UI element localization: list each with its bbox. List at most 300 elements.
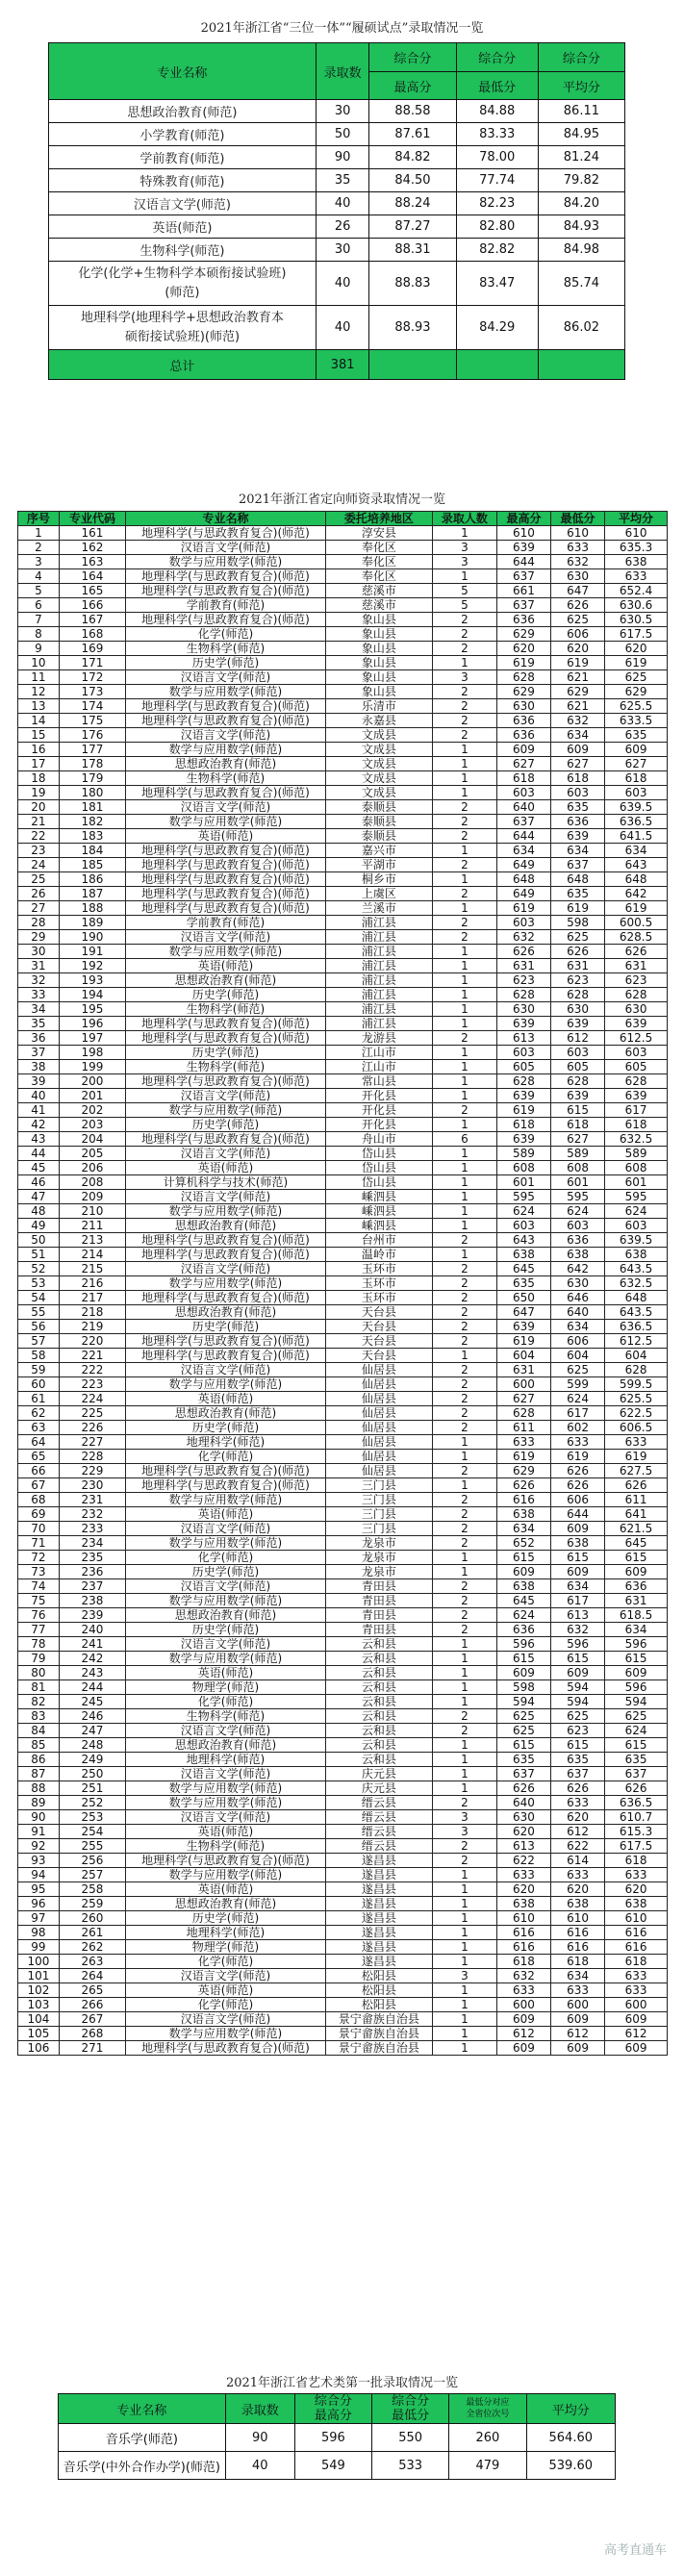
cell-index: 2 [18,541,60,555]
cell-count: 2 [432,800,496,815]
cell-code: 178 [59,757,125,771]
cell-code: 237 [59,1579,125,1594]
cell-index: 85 [18,1738,60,1753]
cell-major: 地理科学(与思政教育复合)(师范) [126,1074,326,1089]
cell-major: 汉语言文学(师范) [126,670,326,685]
cell-major: 思想政治教育(师范) [126,1305,326,1320]
cell-major: 数学与应用数学(师范) [126,1103,326,1118]
cell-code: 239 [59,1608,125,1623]
cell-count: 40 [316,192,369,215]
cell-count: 2 [432,1392,496,1406]
cell-high: 84.50 [369,169,456,192]
cell-high: 609 [496,2012,550,2027]
cell-code: 234 [59,1536,125,1551]
cell-region: 景宁畲族自治县 [325,2012,432,2027]
cell-count: 1 [432,2041,496,2056]
cell-high: 620 [496,642,550,656]
cell-count: 1 [432,1897,496,1911]
cell-major: 历史学(师范) [126,1421,326,1435]
cell-code: 192 [59,959,125,973]
cell-count: 2 [432,1031,496,1046]
cell-avg: 625 [605,1709,668,1724]
cell-major: 英语(师范) [126,959,326,973]
cell-avg: 612.5 [605,1031,668,1046]
cell-count: 1 [432,1666,496,1680]
cell-index: 78 [18,1637,60,1652]
cell-low: 626 [551,1478,605,1493]
cell-major: 英语(师范) [126,1507,326,1522]
cell-low: 613 [551,1608,605,1623]
table-row [18,1132,668,1147]
table-row [18,887,668,901]
cell-high: 620 [496,1882,550,1897]
cell-region: 云和县 [325,1680,432,1695]
cell-low: 622 [551,1839,605,1854]
cell-count: 3 [432,541,496,555]
cell-region: 云和县 [325,1695,432,1709]
cell-code: 163 [59,555,125,569]
cell-high: 634 [496,844,550,858]
cell-major: 历史学(师范) [126,1565,326,1579]
cell-low: 612 [551,1031,605,1046]
cell-code: 221 [59,1349,125,1363]
cell-count: 2 [432,1709,496,1724]
cell-index: 67 [18,1478,60,1493]
cell-high: 645 [496,1262,550,1276]
cell-composite-high: 596 [294,2424,371,2452]
cell-region: 开化县 [325,1103,432,1118]
cell-avg: 606.5 [605,1421,668,1435]
cell-code: 233 [59,1522,125,1536]
cell-high: 618 [496,1955,550,1969]
cell-low: 617 [551,1406,605,1421]
cell-region: 缙云县 [325,1839,432,1854]
cell-count: 1 [432,1955,496,1969]
cell-region: 象山县 [325,627,432,642]
cell-low: 635 [551,1753,605,1767]
cell-avg: 621.5 [605,1522,668,1536]
cell-low: 83.33 [456,123,538,146]
cell-high: 604 [496,1349,550,1363]
cell-index: 25 [18,872,60,887]
table-row [18,786,668,800]
cell-count: 1 [432,1204,496,1219]
cell-high: 649 [496,858,550,872]
cell-code: 236 [59,1565,125,1579]
cell-major: 地理科学(与思政教育复合)(师范) [126,584,326,598]
cell-count: 2 [432,1594,496,1608]
cell-code: 251 [59,1781,125,1796]
cell-major: 汉语言文学(师范) [126,1579,326,1594]
cell-avg: 643.5 [605,1305,668,1320]
table-row [18,1854,668,1868]
cell-low: 605 [551,1060,605,1074]
cell-low: 606 [551,1334,605,1349]
cell-high: 645 [496,1594,550,1608]
cell-index: 72 [18,1551,60,1565]
cell-low: 634 [551,1969,605,1983]
table-row [18,526,668,541]
cell-high: 661 [496,584,550,598]
cell-low: 618 [551,1955,605,1969]
table-row [18,569,668,584]
cell-region: 奉化区 [325,541,432,555]
cell-index: 37 [18,1046,60,1060]
cell-code: 232 [59,1507,125,1522]
cell-high: 619 [496,1103,550,1118]
cell-region: 云和县 [325,1709,432,1724]
cell-avg: 634 [605,844,668,858]
cell-code: 224 [59,1392,125,1406]
cell-avg: 636 [605,1579,668,1594]
cell-count: 2 [432,1421,496,1435]
cell-avg: 620 [605,642,668,656]
cell-index: 73 [18,1565,60,1579]
cell-count: 2 [432,858,496,872]
table-row [18,1825,668,1839]
cell-region: 奉化区 [325,555,432,569]
cell-high: 644 [496,555,550,569]
cell-major: 数学与应用数学(师范) [126,1276,326,1291]
cell-major: 音乐学(中外合作办学)(师范) [59,2452,226,2480]
cell-low: 621 [551,670,605,685]
header-major: 专业名称 [49,43,317,100]
cell-region: 青田县 [325,1608,432,1623]
cell-major: 地理科学(与思政教育复合)(师范) [126,786,326,800]
cell-index: 42 [18,1118,60,1132]
cell-count: 2 [432,1377,496,1392]
cell-high: 612 [496,2027,550,2041]
cell-region: 浦江县 [325,916,432,930]
table-row [18,1637,668,1652]
cell-high: 615 [496,1738,550,1753]
cell-count: 1 [432,1074,496,1089]
cell-avg: 639 [605,1017,668,1031]
cell-avg: 638 [605,1248,668,1262]
header-high: 最高分 [369,72,456,100]
cell-low: 634 [551,1579,605,1594]
cell-code: 223 [59,1377,125,1392]
cell-index: 59 [18,1363,60,1377]
cell-low: 638 [551,1248,605,1262]
table-row [18,1796,668,1810]
cell-low: 634 [551,728,605,743]
table-row [18,973,668,988]
cell-index: 98 [18,1926,60,1940]
table-row [18,1363,668,1377]
cell-index: 75 [18,1594,60,1608]
cell-count: 3 [432,1825,496,1839]
cell-major: 化学(师范) [126,1955,326,1969]
table-row [18,829,668,844]
cell-high: 84.82 [369,146,456,169]
cell-avg: 84.98 [538,239,624,262]
table-row [18,1666,668,1680]
cell-index: 43 [18,1132,60,1147]
cell-high: 633 [496,1983,550,1998]
cell-index: 65 [18,1450,60,1464]
cell-count: 1 [432,1781,496,1796]
cell-count: 1 [432,1002,496,1017]
cell-count: 2 [432,1406,496,1421]
cell-low: 609 [551,743,605,757]
cell-avg: 612 [605,2027,668,2041]
cell-low: 632 [551,555,605,569]
cell-low: 625 [551,613,605,627]
cell-region: 浦江县 [325,959,432,973]
cell-major: 英语(师范) [126,1161,326,1175]
cell-avg: 632.5 [605,1132,668,1147]
cell-index: 84 [18,1724,60,1738]
cell-count: 1 [432,1349,496,1363]
cell-count: 2 [432,1233,496,1248]
cell-code: 166 [59,598,125,613]
table-row [18,1839,668,1854]
cell-high: 601 [496,1175,550,1190]
cell-low: 630 [551,569,605,584]
cell-major: 数学与应用数学(师范) [126,685,326,699]
table-row [18,1031,668,1046]
cell-major: 汉语言文学(师范) [126,930,326,945]
cell-count: 90 [316,146,369,169]
cell-major: 地理科学(与思政教育复合)(师范) [126,887,326,901]
cell-index: 76 [18,1608,60,1623]
cell-high: 88.83 [369,262,456,306]
cell-code: 256 [59,1854,125,1868]
cell-avg: 624 [605,1724,668,1738]
table-row [18,642,668,656]
cell-major: 地理科学(师范) [126,1435,326,1450]
cell-high: 638 [496,1507,550,1522]
cell-avg: 615 [605,1551,668,1565]
cell-avg: 638 [605,1897,668,1911]
cell-high: 631 [496,1363,550,1377]
cell-high: 639 [496,1320,550,1334]
cell-avg: 86.02 [538,306,624,350]
cell-code: 268 [59,2027,125,2041]
cell-major: 汉语言文学(师范) [126,1262,326,1276]
cell-index: 23 [18,844,60,858]
cell-major: 英语(师范) [126,1825,326,1839]
cell-count: 1 [432,2027,496,2041]
cell-low: 618 [551,1118,605,1132]
cell-code: 174 [59,699,125,714]
cell-avg: 633.5 [605,714,668,728]
cell-index: 29 [18,930,60,945]
cell-count: 2 [432,815,496,829]
cell-count: 40 [316,306,369,350]
cell-high: 608 [496,1161,550,1175]
cell-high: 598 [496,1680,550,1695]
cell-low: 610 [551,526,605,541]
header-major: 专业名称 [59,2394,226,2424]
cell-avg: 81.24 [538,146,624,169]
cell-low: 615 [551,1551,605,1565]
table-row [18,1435,668,1450]
cell-count: 1 [432,1161,496,1175]
cell-high: 616 [496,1493,550,1507]
cell-low: 628 [551,988,605,1002]
cell-count: 2 [432,887,496,901]
cell-major: 地理科学(与思政教育复合)(师范) [126,1478,326,1493]
cell-count: 1 [432,743,496,757]
cell-avg: 619 [605,1450,668,1464]
cell-region: 淳安县 [325,526,432,541]
table-row [18,844,668,858]
header-composite-1: 综合分 [369,43,456,72]
cell-index: 49 [18,1219,60,1233]
cell-avg: 603 [605,1219,668,1233]
table-row [18,2012,668,2027]
cell-major: 地理科学(与思政教育复合)(师范) [126,699,326,714]
table-row [18,1882,668,1897]
cell-low: 625 [551,930,605,945]
cell-avg: 628 [605,988,668,1002]
cell-high: 611 [496,1421,550,1435]
cell-avg: 617.5 [605,627,668,642]
cell-code: 185 [59,858,125,872]
cell-code: 229 [59,1464,125,1478]
cell-region: 龙泉市 [325,1551,432,1565]
table-row [59,2452,616,2480]
cell-low: 617 [551,1594,605,1608]
cell-index: 46 [18,1175,60,1190]
directed-teacher-admission-table [17,511,668,2056]
cell-avg: 635.3 [605,541,668,555]
cell-index: 18 [18,771,60,786]
cell-region: 遂昌县 [325,1854,432,1868]
cell-region: 松阳县 [325,1983,432,1998]
header-avg: 平均分 [526,2394,616,2424]
cell-code: 225 [59,1406,125,1421]
cell-index: 83 [18,1709,60,1724]
header-col-2: 专业名称 [126,512,326,526]
cell-low: 606 [551,1493,605,1507]
cell-low: 626 [551,598,605,613]
table-row [18,1262,668,1276]
cell-code: 242 [59,1652,125,1666]
cell-region: 象山县 [325,656,432,670]
table-row [18,1998,668,2012]
cell-high: 630 [496,699,550,714]
cell-code: 175 [59,714,125,728]
cell-region: 岱山县 [325,1147,432,1161]
cell-code: 202 [59,1103,125,1118]
cell-region: 云和县 [325,1666,432,1680]
cell-low: 615 [551,1652,605,1666]
cell-low: 633 [551,1868,605,1882]
cell-region: 慈溪市 [325,584,432,598]
cell-low: 598 [551,916,605,930]
cell-major: 生物科学(师范) [126,1839,326,1854]
cell-high: 628 [496,670,550,685]
cell-region: 岱山县 [325,1175,432,1190]
table-row [49,146,625,169]
cell-index: 17 [18,757,60,771]
header-col-5: 最高分 [496,512,550,526]
cell-region: 嵊泗县 [325,1204,432,1219]
cell-major: 数学与应用数学(师范) [126,1594,326,1608]
cell-region: 象山县 [325,685,432,699]
table-row [18,1175,668,1190]
cell-count: 1 [432,988,496,1002]
cell-major: 音乐学(师范) [59,2424,226,2452]
cell-major: 汉语言文学(师范) [126,1089,326,1103]
cell-code: 241 [59,1637,125,1652]
cell-low: 612 [551,2027,605,2041]
cell-avg: 611 [605,1493,668,1507]
cell-code: 214 [59,1248,125,1262]
cell-avg: 589 [605,1147,668,1161]
cell-code: 220 [59,1334,125,1349]
table-row [18,1507,668,1522]
cell-index: 3 [18,555,60,569]
cell-count: 2 [432,916,496,930]
header-count: 录取数 [225,2394,294,2424]
cell-major: 汉语言文学(师范) [126,1363,326,1377]
table-row [49,100,625,123]
cell-high: 88.24 [369,192,456,215]
cell-low: 620 [551,1882,605,1897]
cell-region: 遂昌县 [325,1911,432,1926]
cell-region: 缙云县 [325,1810,432,1825]
cell-major: 英语(师范) [49,215,317,239]
cell-low: 83.47 [456,262,538,306]
cell-major: 地理科学(与思政教育复合)(师范) [126,1248,326,1262]
cell-avg: 628 [605,1074,668,1089]
cell-region: 泰顺县 [325,800,432,815]
cell-high: 636 [496,714,550,728]
cell-high: 624 [496,1608,550,1623]
cell-major: 生物科学(师范) [126,771,326,786]
cell-region: 遂昌县 [325,1897,432,1911]
cell-code: 227 [59,1435,125,1450]
cell-low: 632 [551,1623,605,1637]
cell-index: 102 [18,1983,60,1998]
cell-high: 637 [496,815,550,829]
table-row [18,1204,668,1219]
cell-avg: 626 [605,1478,668,1493]
cell-avg: 618 [605,1854,668,1868]
cell-count: 2 [432,1623,496,1637]
cell-code: 265 [59,1983,125,1998]
cell-region: 遂昌县 [325,1882,432,1897]
cell-index: 22 [18,829,60,844]
cell-major: 地理科学(与思政教育复合)(师范) [126,613,326,627]
table-row [18,757,668,771]
cell-major: 化学(师范) [126,1695,326,1709]
table-row [18,1002,668,1017]
cell-low: 78.00 [456,146,538,169]
cell-count: 1 [432,1219,496,1233]
table-row [18,771,668,786]
table-row [18,1522,668,1536]
cell-high: 639 [496,541,550,555]
cell-count: 2 [432,1262,496,1276]
cell-code: 216 [59,1276,125,1291]
header-col-0: 序号 [18,512,60,526]
cell-index: 34 [18,1002,60,1017]
cell-major: 思想政治教育(师范) [126,973,326,988]
cell-code: 231 [59,1493,125,1507]
cell-avg: 633 [605,1435,668,1450]
cell-major: 化学(化学+生物科学本硕衔接试验班)(师范) [49,262,317,306]
cell-count: 2 [432,1579,496,1594]
table-row [18,988,668,1002]
cell-low: 626 [551,1464,605,1478]
cell-avg: 639.5 [605,1233,668,1248]
cell-low: 608 [551,1161,605,1175]
